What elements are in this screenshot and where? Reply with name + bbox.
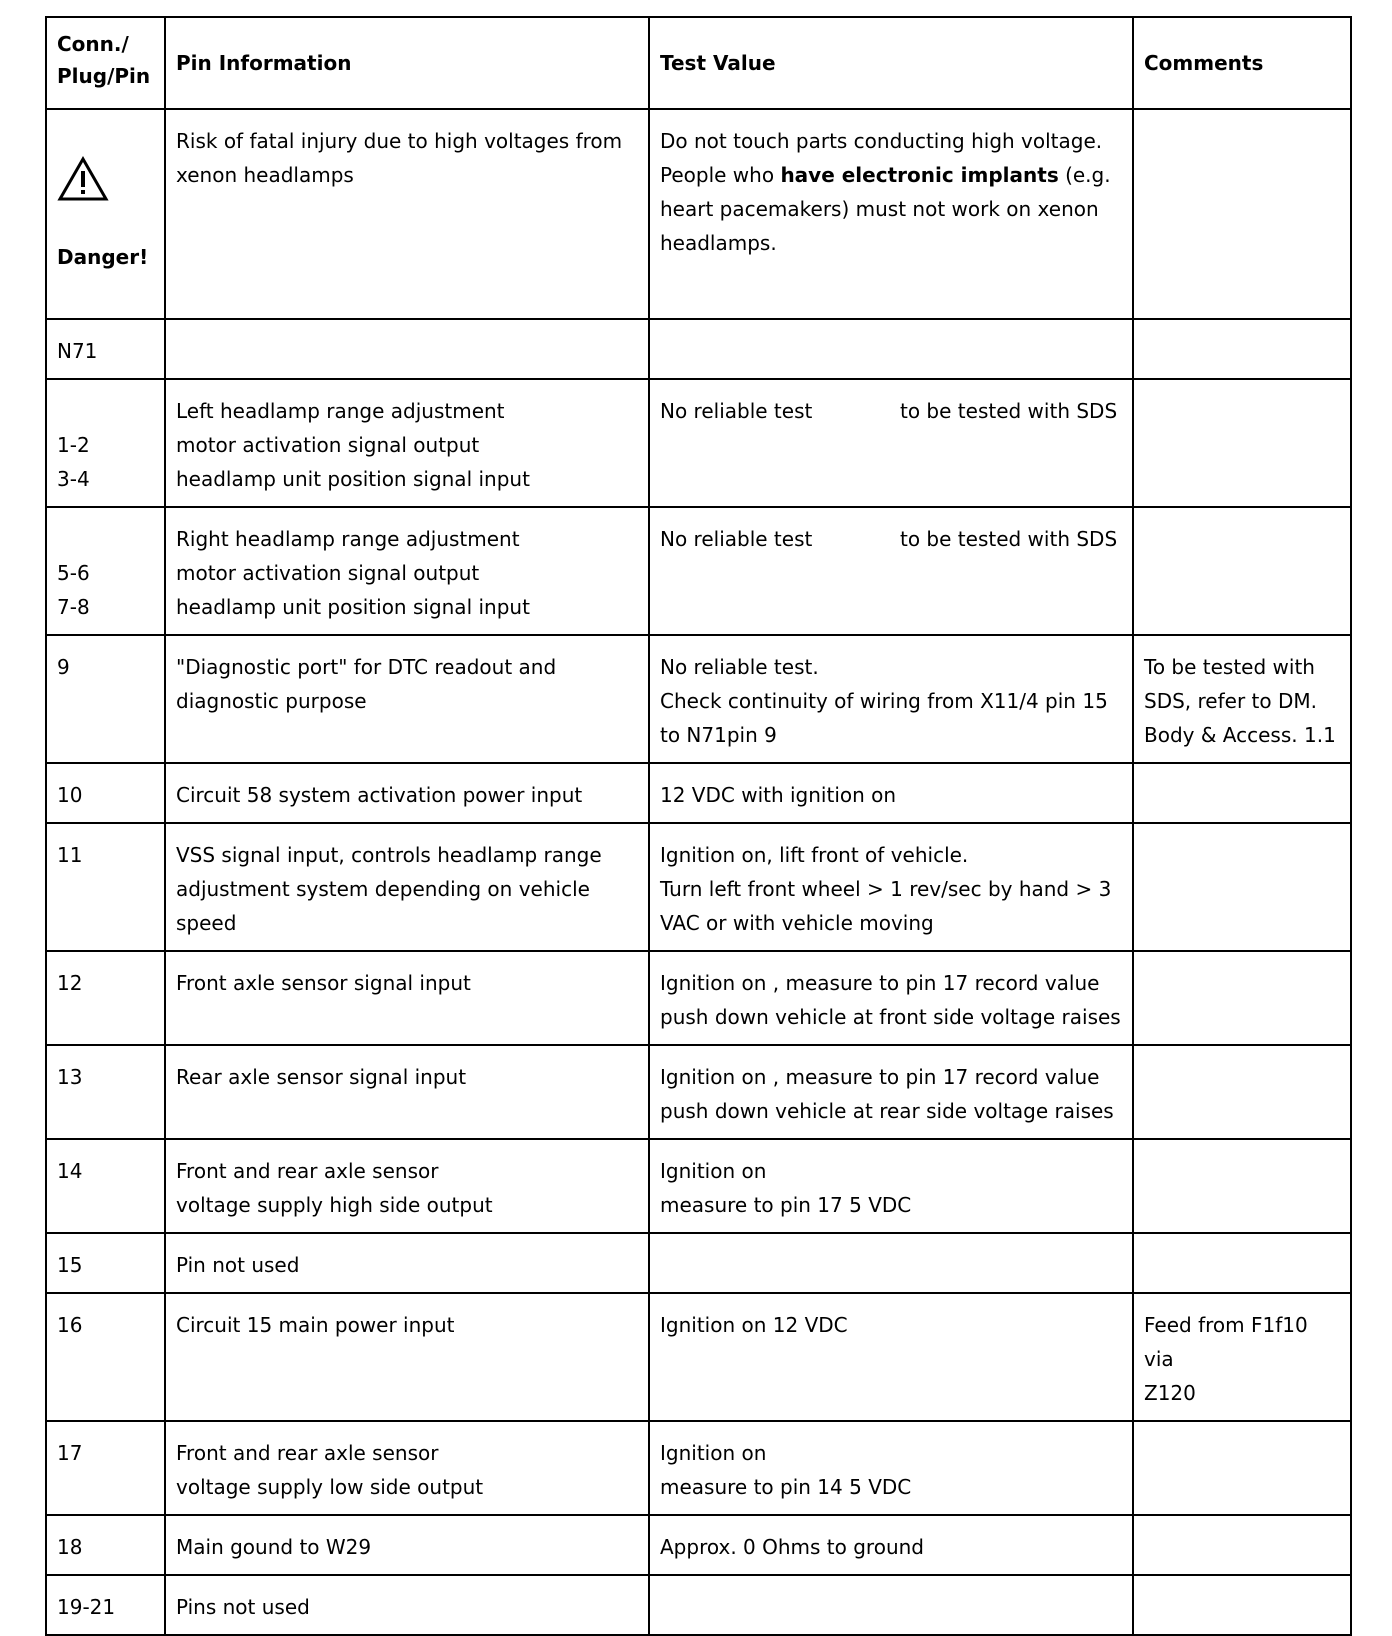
header-conn-plug-pin: Conn./ Plug/Pin xyxy=(46,17,165,109)
test-value-cell xyxy=(649,951,1133,1045)
test-value-note: to be tested with SDS xyxy=(900,527,1118,551)
pin-info-cell: Main gound to W29 xyxy=(165,1515,649,1575)
pin-info-cell: Front and rear axle sensor voltage supply high side output xyxy=(165,1139,649,1233)
pin-info-cell: Circuit 58 system activation power input xyxy=(165,763,649,823)
test-value-text: Ignition on, lift front of vehicle. Turn left front wheel > 1 rev/sec by hand > 3 VAC or with vehicle moving xyxy=(660,843,1112,935)
comments-cell xyxy=(1133,1233,1351,1293)
test-value-note: to be tested with SDS xyxy=(900,399,1118,423)
table-row xyxy=(46,1233,1351,1293)
table-row xyxy=(46,1139,1351,1233)
comments-cell xyxy=(1133,763,1351,823)
test-value-cell xyxy=(649,635,1133,763)
pin-info-cell: "Diagnostic port" for DTC readout and diagnostic purpose xyxy=(165,635,649,763)
test-value-text: Ignition on measure to pin 17 5 VDC xyxy=(660,1159,912,1217)
pin-cell: 10 xyxy=(46,763,165,823)
pin-table-body xyxy=(46,109,1351,1635)
danger-comments xyxy=(1133,109,1351,319)
comments-cell xyxy=(1133,379,1351,507)
pin-info-cell: Pins not used xyxy=(165,1575,649,1635)
test-value-text: 12 VDC with ignition on xyxy=(660,783,897,807)
pin-table xyxy=(45,16,1352,1636)
pin-cell: 9 xyxy=(46,635,165,763)
pin-cell: 14 xyxy=(46,1139,165,1233)
pin-cell: 18 xyxy=(46,1515,165,1575)
pin-info-cell: Left headlamp range adjustment motor activation signal output headlamp unit position signal input xyxy=(165,379,649,507)
table-row xyxy=(46,507,1351,635)
test-value-text: Ignition on measure to pin 14 5 VDC xyxy=(660,1441,912,1499)
table-row xyxy=(46,1575,1351,1635)
pin-info-cell: VSS signal input, controls headlamp range adjustment system depending on vehicle speed xyxy=(165,823,649,951)
pin-info-cell: Pin not used xyxy=(165,1233,649,1293)
header-pin-information: Pin Information xyxy=(165,17,649,109)
pin-info-cell: Front and rear axle sensor voltage supply low side output xyxy=(165,1421,649,1515)
test-value-text: No reliable test. Check continuity of wiring from X11/4 pin 15 to N71pin 9 xyxy=(660,655,1108,747)
comments-cell xyxy=(1133,1045,1351,1139)
pin-cell: N71 xyxy=(46,319,165,379)
danger-test-line2-bold: have electronic implants xyxy=(780,163,1059,187)
test-value-text: No reliable test xyxy=(660,399,813,423)
table-row xyxy=(46,823,1351,951)
pin-cell: 16 xyxy=(46,1293,165,1421)
test-value-text: Ignition on 12 VDC xyxy=(660,1313,848,1337)
danger-test-value xyxy=(649,109,1133,319)
test-value-cell xyxy=(649,1293,1133,1421)
pin-table-document xyxy=(45,16,1352,1636)
pin-cell: 1-2 3-4 xyxy=(46,379,165,507)
pin-info-cell xyxy=(165,319,649,379)
pin-info-cell: Right headlamp range adjustment motor activation signal output headlamp unit position signal input xyxy=(165,507,649,635)
table-row xyxy=(46,379,1351,507)
comments-cell xyxy=(1133,1139,1351,1233)
pin-cell: 5-6 7-8 xyxy=(46,507,165,635)
danger-test-line2b: (e.g. heart pacemakers) must not work on xenon headlamps. xyxy=(660,163,1111,255)
test-value-text: No reliable test xyxy=(660,527,813,551)
warning-triangle-icon xyxy=(57,156,109,202)
header-comments: Comments xyxy=(1133,17,1351,109)
test-value-cell xyxy=(649,1233,1133,1293)
comments-cell xyxy=(1133,1421,1351,1515)
pin-info-cell: Circuit 15 main power input xyxy=(165,1293,649,1421)
pin-cell: 17 xyxy=(46,1421,165,1515)
comments-cell xyxy=(1133,1515,1351,1575)
pin-cell: 19-21 xyxy=(46,1575,165,1635)
table-row xyxy=(46,1421,1351,1515)
pin-info-cell: Front axle sensor signal input xyxy=(165,951,649,1045)
test-value-cell xyxy=(649,1045,1133,1139)
test-value-text: Ignition on , measure to pin 17 record value push down vehicle at rear side voltage raises xyxy=(660,1065,1114,1123)
header-row xyxy=(46,17,1351,109)
test-value-cell xyxy=(649,1421,1133,1515)
test-value-cell xyxy=(649,319,1133,379)
test-value-cell xyxy=(649,823,1133,951)
table-row xyxy=(46,319,1351,379)
test-value-text: Ignition on , measure to pin 17 record value push down vehicle at front side voltage raises xyxy=(660,971,1121,1029)
table-row xyxy=(46,1293,1351,1421)
danger-pin-info: Risk of fatal injury due to high voltages from xenon headlamps xyxy=(165,109,649,319)
danger-label: Danger! xyxy=(57,245,149,269)
table-row xyxy=(46,1045,1351,1139)
comments-cell: To be tested with SDS, refer to DM. Body & Access. 1.1 xyxy=(1133,635,1351,763)
test-value-cell xyxy=(649,507,1133,635)
danger-test-line2a: People who xyxy=(660,163,781,187)
test-value-cell xyxy=(649,1515,1133,1575)
danger-test-line1: Do not touch parts conducting high voltage. xyxy=(660,129,1103,153)
header-test-value: Test Value xyxy=(649,17,1133,109)
comments-cell: Feed from F1f10 via Z120 xyxy=(1133,1293,1351,1421)
test-value-cell xyxy=(649,1575,1133,1635)
pin-cell: 15 xyxy=(46,1233,165,1293)
test-value-cell xyxy=(649,1139,1133,1233)
pin-cell: 12 xyxy=(46,951,165,1045)
table-row xyxy=(46,951,1351,1045)
danger-cell xyxy=(46,109,165,319)
comments-cell xyxy=(1133,1575,1351,1635)
comments-cell xyxy=(1133,823,1351,951)
test-value-text: Approx. 0 Ohms to ground xyxy=(660,1535,924,1559)
test-value-cell xyxy=(649,379,1133,507)
table-row xyxy=(46,1515,1351,1575)
pin-cell: 13 xyxy=(46,1045,165,1139)
test-value-cell xyxy=(649,763,1133,823)
table-row xyxy=(46,635,1351,763)
danger-row xyxy=(46,109,1351,319)
table-row xyxy=(46,763,1351,823)
pin-cell: 11 xyxy=(46,823,165,951)
comments-cell xyxy=(1133,951,1351,1045)
pin-info-cell: Rear axle sensor signal input xyxy=(165,1045,649,1139)
comments-cell xyxy=(1133,319,1351,379)
comments-cell xyxy=(1133,507,1351,635)
